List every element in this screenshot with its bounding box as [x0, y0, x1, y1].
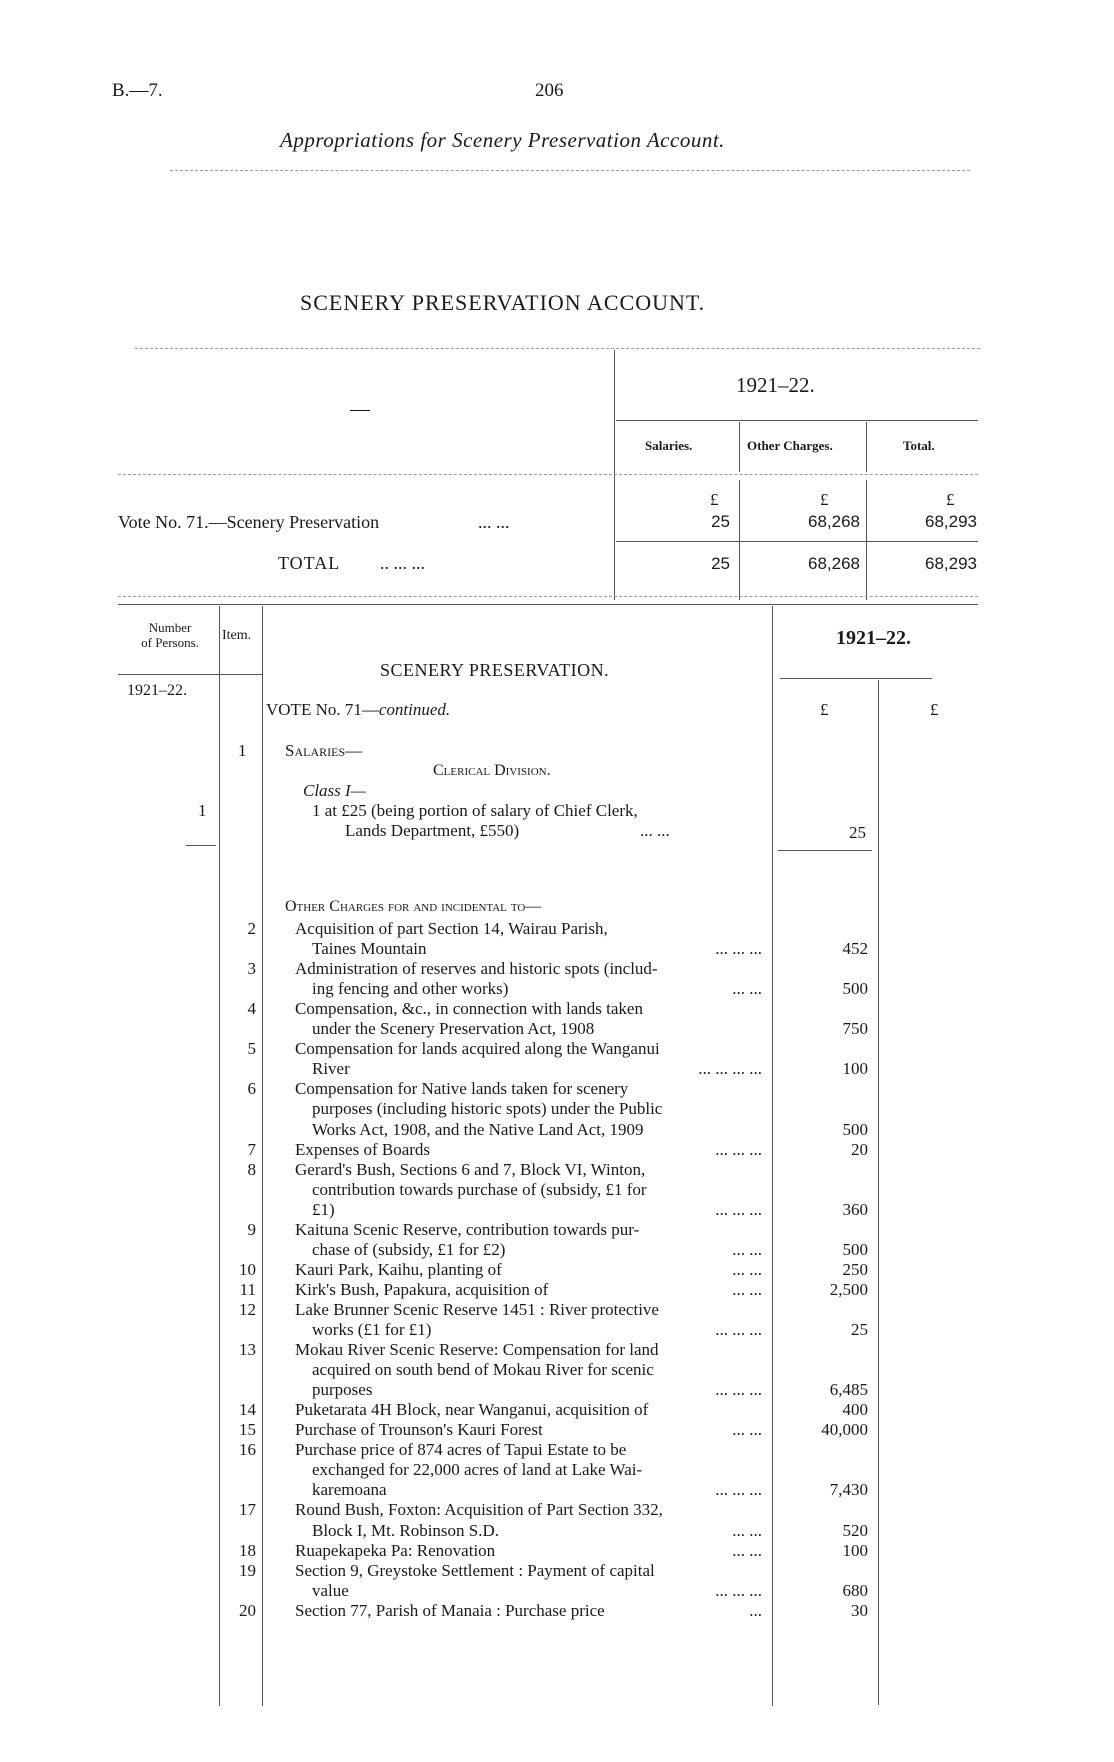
list-item	[0, 1460, 1114, 1480]
summary-title: SCENERY PRESERVATION ACCOUNT.	[300, 290, 706, 315]
leader-dots: ... ...	[732, 1279, 762, 1299]
list-item	[0, 1039, 1114, 1059]
list-item	[0, 1320, 1114, 1340]
list-item	[0, 1300, 1114, 1320]
item-amount: 30	[851, 1600, 868, 1620]
list-item	[0, 1260, 1114, 1280]
list-item	[0, 1280, 1114, 1300]
item-text: purposes (including historic spots) under the Public	[312, 1099, 663, 1119]
vote-continued: VOTE No. 71—continued.	[266, 700, 451, 719]
list-item	[0, 1480, 1114, 1500]
item-text: under the Scenery Preservation Act, 1908	[312, 1019, 595, 1039]
col-divider-1b	[739, 480, 740, 600]
list-item	[0, 1541, 1114, 1561]
item-amount: 25	[851, 1320, 868, 1339]
item-text: exchanged for 22,000 acres of land at Lake Wai-	[312, 1460, 643, 1480]
item-number: 10	[239, 1259, 256, 1279]
item-number: 5	[247, 1039, 256, 1059]
leader-dots: ...	[749, 1600, 762, 1620]
list-item	[0, 1440, 1114, 1460]
col-divider-2	[866, 422, 867, 472]
persons-subtotal-rule	[186, 845, 216, 846]
item-text: Lake Brunner Scenic Reserve 1451 : River protective	[295, 1299, 659, 1319]
leader-dots: ... ... ...	[715, 939, 762, 959]
item-number: 9	[247, 1219, 256, 1239]
list-item	[0, 1099, 1114, 1119]
item-text: Block I, Mt. Robinson S.D.	[312, 1520, 500, 1540]
col-divider-2b	[866, 480, 867, 600]
currency-salaries: £	[710, 490, 719, 509]
list-item	[0, 1521, 1114, 1541]
item-number: 11	[239, 1279, 256, 1299]
list-item	[0, 1200, 1114, 1220]
item-number: 6	[247, 1079, 256, 1099]
total-label: TOTAL	[278, 553, 341, 573]
list-item	[0, 1500, 1114, 1520]
list-item	[0, 1340, 1114, 1360]
col-divider-1	[739, 422, 740, 472]
vote-total: 68,293	[925, 512, 977, 531]
item-text: Mokau River Scenic Reserve: Compensation for land	[295, 1340, 659, 1360]
currency-other: £	[820, 490, 829, 509]
item-text: Section 9, Greystoke Settlement : Payment of capital	[295, 1560, 655, 1580]
persons-year: 1921–22.	[127, 682, 187, 699]
item-text: Kauri Park, Kaihu, planting of	[295, 1259, 502, 1279]
item-text: Acquisition of part Section 14, Wairau Parish,	[295, 919, 608, 938]
item-number: 20	[239, 1600, 256, 1620]
salaries-item: 1	[238, 741, 247, 760]
other-heading: Other Charges for and incidental to—	[285, 898, 542, 915]
list-item	[0, 1601, 1114, 1621]
item-text: Kirk's Bush, Papakura, acquisition of	[295, 1279, 549, 1299]
col-item: Item.	[222, 628, 252, 643]
item-number: 3	[247, 959, 256, 979]
list-item	[0, 1180, 1114, 1200]
header-rule	[170, 170, 970, 171]
item-number: 18	[239, 1540, 256, 1560]
leader-dots: ... ...	[732, 1520, 762, 1540]
item-number: 19	[239, 1560, 256, 1580]
total-dots: .. ... ...	[380, 553, 425, 573]
item-text: Compensation, &c., in connection with lands taken	[295, 999, 643, 1019]
item-amount: 500	[842, 1119, 868, 1139]
list-item	[0, 919, 1114, 939]
item-text: Kaituna Scenic Reserve, contribution towards pur-	[295, 1219, 640, 1239]
summary-year-rule	[616, 420, 978, 421]
list-item	[0, 1140, 1114, 1160]
leader-dots: ... ...	[732, 1540, 762, 1560]
item-amount: 6,485	[829, 1380, 868, 1400]
leader-dots: ... ... ...	[715, 1480, 762, 1500]
item-amount: 40,000	[821, 1420, 868, 1440]
total-other: 68,268	[808, 554, 860, 573]
list-item	[0, 959, 1114, 979]
class-persons: 1	[198, 801, 207, 820]
item-text: Administration of reserves and historic spots (includ-	[295, 959, 658, 979]
item-number: 2	[247, 919, 256, 938]
total-salaries: 25	[711, 554, 730, 573]
item-number: 4	[247, 999, 256, 1019]
item-text: contribution towards purchase of (subsidy, £1 for	[312, 1179, 647, 1199]
division-heading: Clerical Division.	[433, 762, 551, 779]
vote-label: Vote No. 71.—Scenery Preservation	[118, 512, 380, 532]
leader-dots: ... ...	[732, 1239, 762, 1259]
list-item	[0, 1581, 1114, 1601]
item-amount: 750	[842, 1019, 868, 1039]
detail-year: 1921–22.	[836, 627, 911, 649]
item-text: chase of (subsidy, £1 for £2)	[312, 1239, 506, 1259]
item-number: 17	[239, 1500, 256, 1520]
leader-dots: ... ... ...	[715, 1580, 762, 1600]
detail-year-rule	[780, 678, 932, 679]
item-number: 14	[239, 1400, 256, 1420]
item-text: works (£1 for £1)	[312, 1320, 432, 1339]
list-item	[0, 1160, 1114, 1180]
salaries-heading: Salaries—	[285, 741, 363, 760]
item-amount: 100	[842, 1540, 868, 1560]
item-text: Gerard's Bush, Sections 6 and 7, Block VI, Winton,	[295, 1159, 646, 1179]
item-text: acquired on south bend of Mokau River for scenic	[312, 1360, 654, 1380]
item-amount: 360	[842, 1199, 868, 1219]
clerk-amount: 25	[849, 823, 866, 842]
detail-top-rule	[118, 604, 978, 605]
item-text: karemoana	[312, 1480, 387, 1500]
leader-dots: ... ... ...	[715, 1199, 762, 1219]
list-item	[0, 939, 1114, 959]
col-other: Other Charges.	[747, 438, 833, 453]
item-text: purposes	[312, 1380, 373, 1400]
item-amount: 100	[842, 1059, 868, 1079]
list-item	[0, 1019, 1114, 1039]
summary-left-heading: —	[350, 398, 370, 420]
item-text: Works Act, 1908, and the Native Land Act, 1909	[312, 1119, 644, 1139]
item-text: Purchase price of 874 acres of Tapui Estate to be	[295, 1440, 627, 1460]
list-item	[0, 999, 1114, 1019]
item-text: Ruapekapeka Pa: Renovation	[295, 1540, 496, 1560]
item-amount: 520	[842, 1520, 868, 1540]
vote-other: 68,268	[808, 512, 860, 531]
list-item	[0, 1120, 1114, 1140]
running-title: Appropriations for Scenery Preservation Account.	[280, 128, 725, 152]
item-amount: 7,430	[829, 1480, 868, 1500]
item-text: £1)	[312, 1199, 335, 1219]
leader-dots: ... ... ...	[715, 1380, 762, 1400]
total-total: 68,293	[925, 554, 977, 573]
item-amount: 20	[851, 1139, 868, 1159]
col-salaries: Salaries.	[645, 438, 693, 453]
summary-year: 1921–22.	[736, 373, 815, 397]
item-text: Compensation for Native lands taken for scenery	[295, 1079, 629, 1099]
document-reference: B.—7.	[112, 80, 163, 101]
item-amount: 452	[842, 939, 868, 959]
list-item	[0, 979, 1114, 999]
list-item	[0, 1360, 1114, 1380]
summary-header-rule	[118, 474, 978, 475]
summary-divider	[614, 350, 615, 600]
item-text: value	[312, 1580, 349, 1600]
item-amount: 400	[842, 1400, 868, 1420]
col-total: Total.	[903, 438, 935, 453]
item-amount: 680	[842, 1580, 868, 1600]
vote-dots: ... ...	[478, 512, 510, 532]
item-text: Round Bush, Foxton: Acquisition of Part Section 332,	[295, 1500, 663, 1520]
item-amount: 500	[842, 1239, 868, 1259]
item-text: River	[312, 1059, 350, 1079]
list-item	[0, 1380, 1114, 1400]
summary-bottom-rule	[118, 596, 978, 597]
section-title: SCENERY PRESERVATION.	[380, 660, 610, 680]
item-text: ing fencing and other works)	[312, 979, 509, 999]
item-text: Expenses of Boards	[295, 1139, 431, 1159]
vote-salaries: 25	[711, 512, 730, 531]
vote-rule	[616, 541, 978, 542]
item-number: 7	[247, 1139, 256, 1159]
persons-header-rule	[118, 674, 262, 675]
list-item	[0, 1079, 1114, 1099]
page-number: 206	[535, 80, 564, 101]
col-persons: Number of Persons.	[141, 620, 199, 650]
item-number: 8	[247, 1159, 256, 1179]
currency-total: £	[946, 490, 955, 509]
item-number: 12	[239, 1299, 256, 1319]
list-item	[0, 1240, 1114, 1260]
list-item	[0, 1220, 1114, 1240]
leader-dots: ... ... ... ...	[698, 1059, 762, 1079]
clerk-line-2: Lands Department, £550)	[345, 821, 520, 840]
item-amount: 250	[842, 1259, 868, 1279]
list-item	[0, 1059, 1114, 1079]
item-text: Purchase of Trounson's Kauri Forest	[295, 1420, 543, 1440]
leader-dots: ... ...	[732, 1259, 762, 1279]
clerk-line-1: 1 at £25 (being portion of salary of Chief Clerk,	[312, 801, 638, 820]
item-number: 15	[239, 1420, 256, 1440]
item-amount: 500	[842, 979, 868, 999]
item-text: Taines Mountain	[312, 939, 427, 959]
class-heading: Class I—	[303, 781, 366, 800]
item-number: 13	[239, 1340, 256, 1360]
summary-top-rule	[135, 348, 980, 349]
list-item	[0, 1561, 1114, 1581]
leader-dots: ... ... ...	[715, 1320, 762, 1339]
item-text: Puketarata 4H Block, near Wanganui, acquisition of	[295, 1400, 649, 1420]
clerk-dots: ... ...	[640, 821, 670, 840]
leader-dots: ... ...	[732, 979, 762, 999]
list-item	[0, 1400, 1114, 1420]
detail-currency-2: £	[930, 700, 939, 719]
item-text: Compensation for lands acquired along the Wanganui	[295, 1039, 660, 1059]
list-item	[0, 1420, 1114, 1440]
salaries-subtotal-rule	[778, 850, 872, 851]
leader-dots: ... ... ...	[715, 1139, 762, 1159]
detail-currency-1: £	[820, 700, 829, 719]
item-amount: 2,500	[829, 1279, 868, 1299]
leader-dots: ... ...	[732, 1420, 762, 1440]
item-text: Section 77, Parish of Manaia : Purchase price	[295, 1600, 605, 1620]
item-number: 16	[239, 1440, 256, 1460]
